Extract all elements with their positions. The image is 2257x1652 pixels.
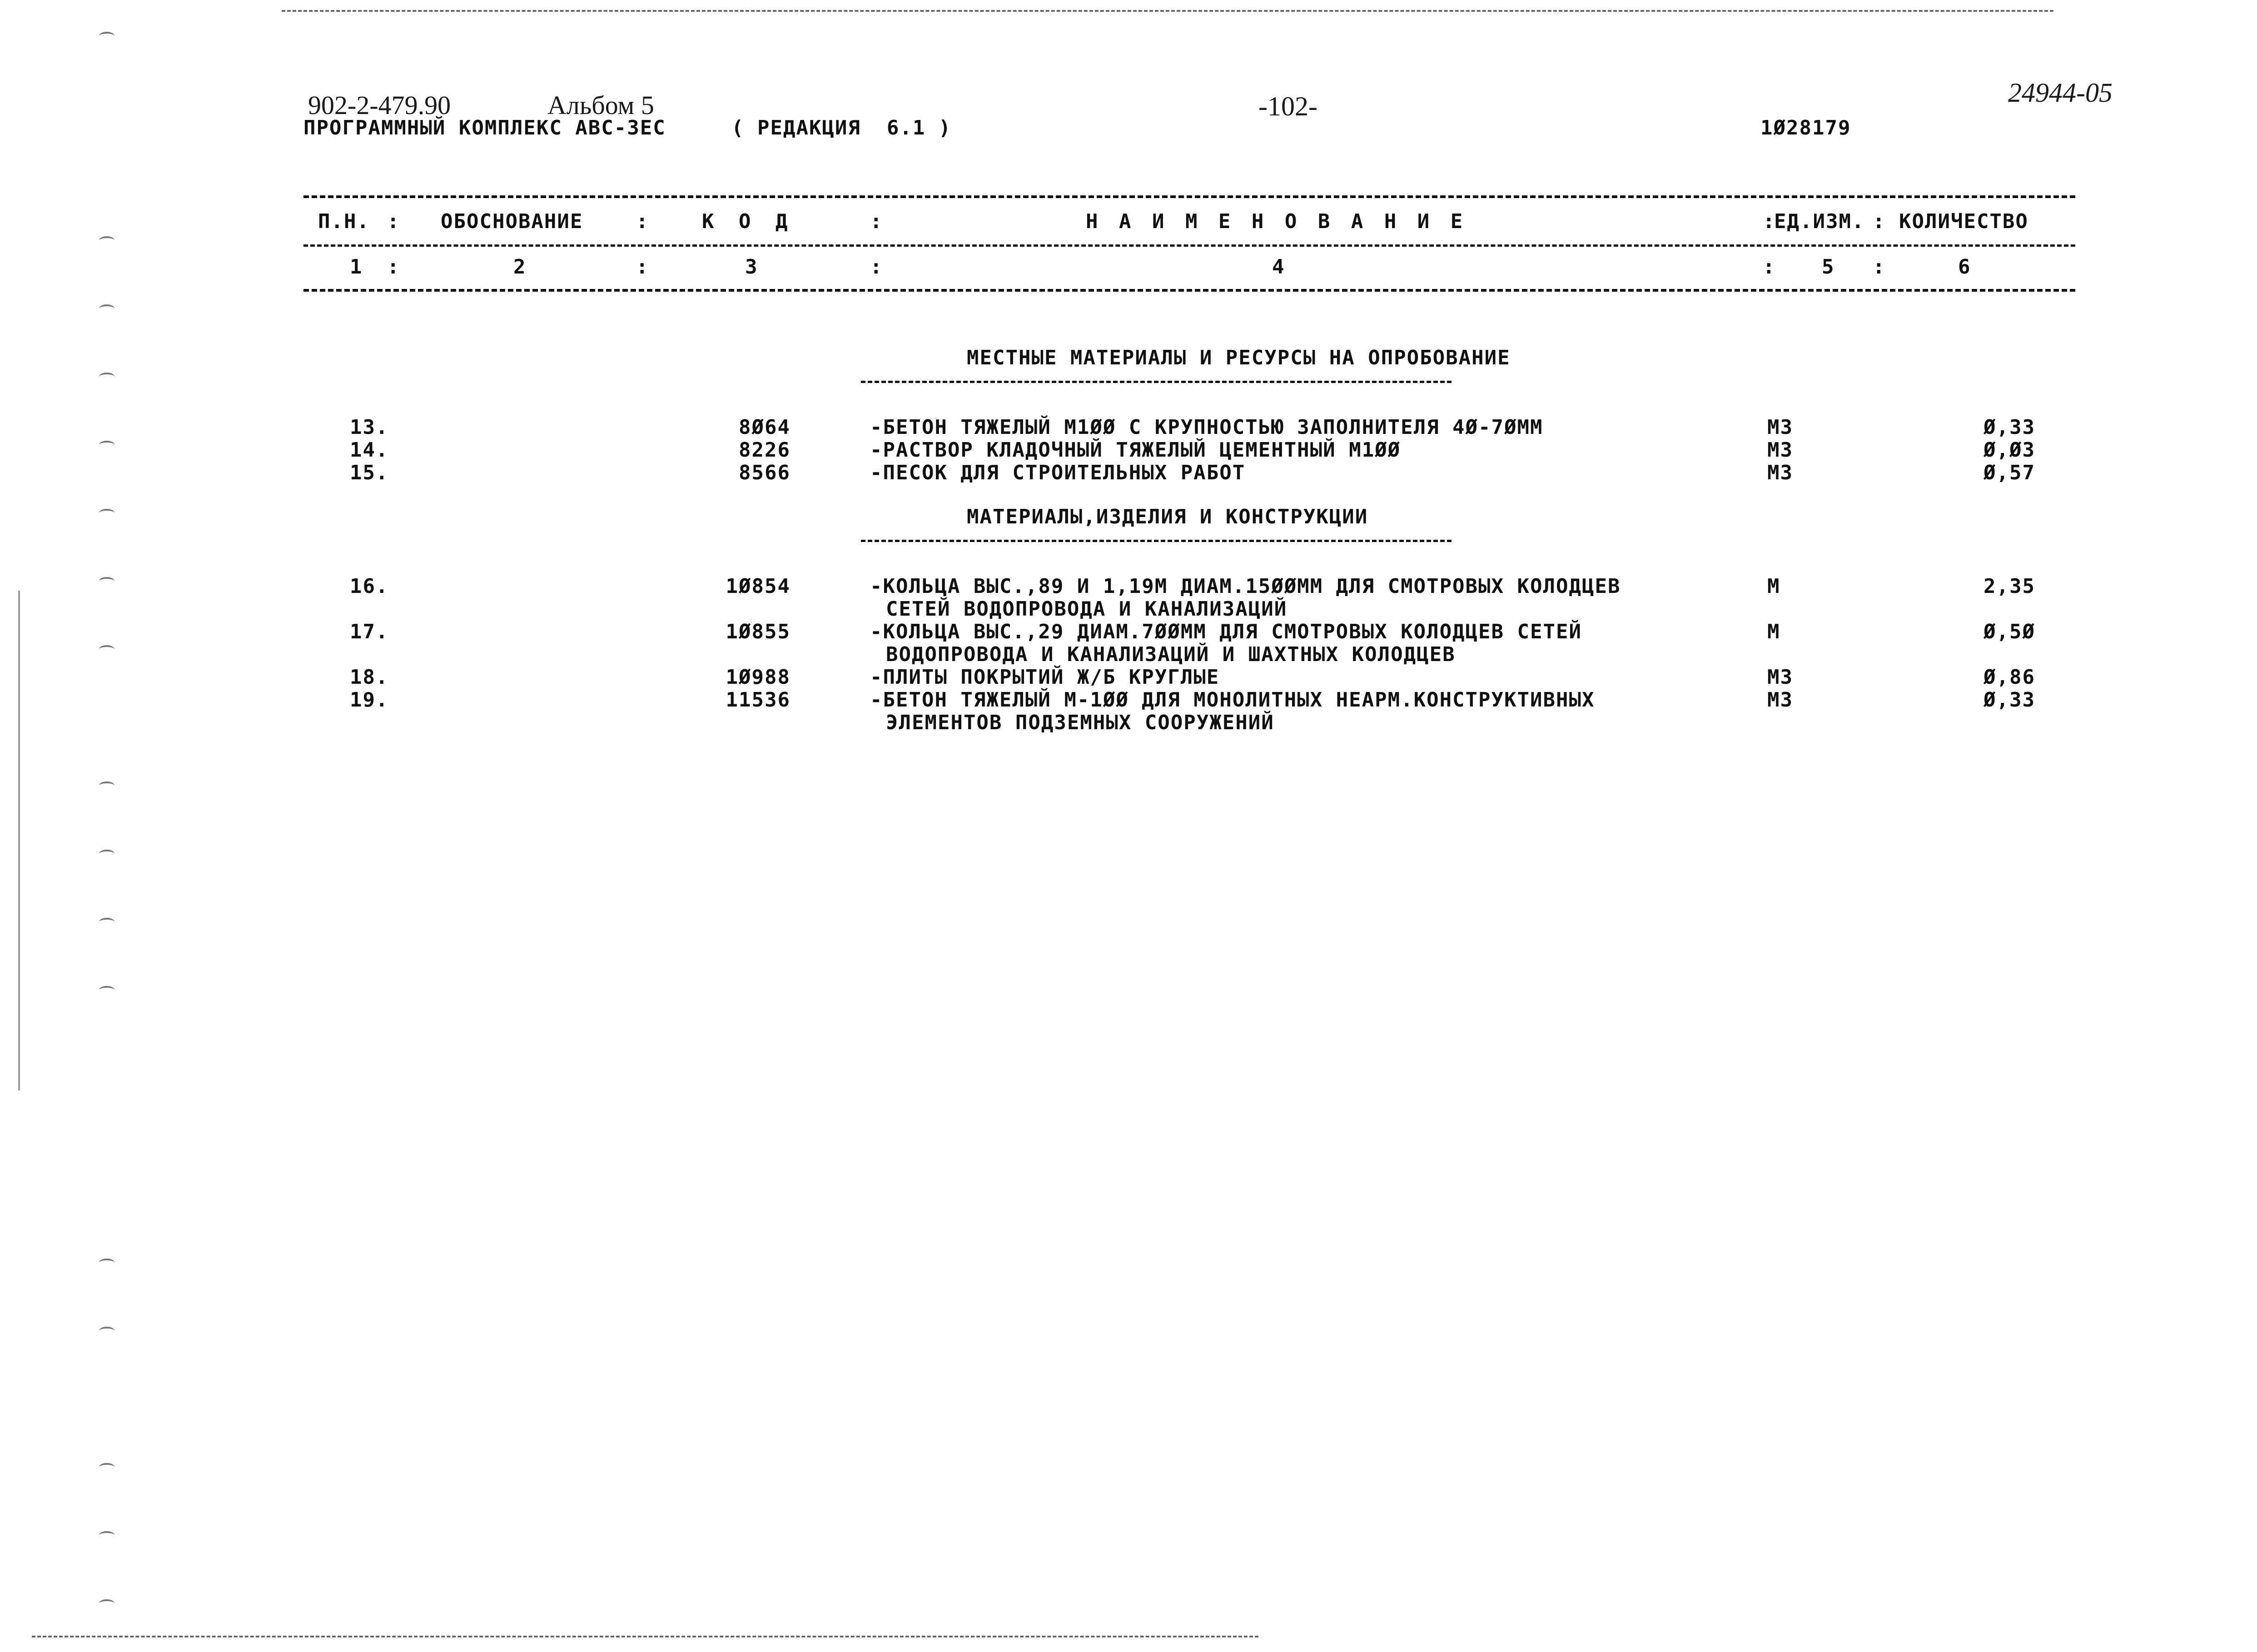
row-code: 8226 — [739, 438, 790, 462]
row-name-line: -БЕТОН ТЯЖЕЛЫЙ М-1ØØ ДЛЯ МОНОЛИТНЫХ НЕАРМ.КОНСТРУКТИВНЫХ — [870, 688, 1595, 712]
row-number: 13. — [350, 416, 389, 439]
col-header-name: Н А И М Е Н О В А Н И Е — [1086, 210, 1467, 233]
row-unit: М — [1767, 620, 1780, 643]
row-number: 17. — [350, 620, 389, 643]
row-name-line: ЭЛЕМЕНТОВ ПОДЗЕМНЫХ СООРУЖЕНИЙ — [886, 711, 1274, 734]
col-number-1: 1 — [350, 255, 363, 279]
col-number-3: 3 — [745, 255, 758, 279]
row-unit: М3 — [1767, 461, 1793, 484]
col-header-pn: П.Н. — [318, 210, 370, 233]
row-quantity: 2,35 — [1984, 575, 2035, 598]
col-separator: : — [870, 210, 883, 233]
section-title: МАТЕРИАЛЫ,ИЗДЕЛИЯ И КОНСТРУКЦИИ — [967, 505, 1368, 528]
col-header-code: К О Д — [702, 210, 794, 233]
row-code: 1Ø854 — [726, 575, 790, 598]
col-separator: : — [870, 255, 883, 279]
row-unit: М3 — [1767, 416, 1793, 439]
row-unit: М — [1767, 575, 1780, 598]
col-separator: : — [1873, 255, 1886, 279]
row-name-line: -КОЛЬЦА ВЫС.,29 ДИАМ.7ØØММ ДЛЯ СМОТРОВЫХ КОЛОДЦЕВ СЕТЕЙ — [870, 620, 1582, 643]
col-header-unit: ЕД.ИЗМ. — [1774, 210, 1865, 233]
col-separator: : — [387, 255, 400, 279]
col-separator: : — [387, 210, 400, 233]
row-code: 8566 — [739, 461, 790, 484]
row-quantity: Ø,86 — [1984, 666, 2035, 689]
section-title-underline — [861, 381, 1452, 383]
row-quantity: Ø,5Ø — [1984, 620, 2035, 643]
row-quantity: Ø,33 — [1984, 688, 2035, 712]
row-name-line: -БЕТОН ТЯЖЕЛЫЙ М1ØØ С КРУПНОСТЬЮ ЗАПОЛНИТЕЛЯ 4Ø-7ØММ — [870, 416, 1543, 439]
col-separator: : — [636, 255, 649, 279]
row-name-line: СЕТЕЙ ВОДОПРОВОДА И КАНАЛИЗАЦИЙ — [886, 597, 1288, 621]
top-feed-line — [282, 10, 2053, 12]
row-number: 18. — [350, 666, 389, 689]
col-number-6: 6 — [1958, 255, 1971, 279]
col-number-5: 5 — [1822, 255, 1835, 279]
archive-number: 24944-05 — [2008, 78, 2113, 108]
row-name-line: -ПЛИТЫ ПОКРЫТИЙ Ж/Б КРУГЛЫЕ — [870, 666, 1220, 689]
row-code: 1Ø855 — [726, 620, 790, 643]
row-number: 15. — [350, 461, 389, 484]
program-name: ПРОГРАММНЫЙ КОМПЛЕКС АВС-3ЕС — [303, 116, 666, 139]
row-name-line: -РАСТВОР КЛАДОЧНЫЙ ТЯЖЕЛЫЙ ЦЕМЕНТНЫЙ М1ØØ — [870, 438, 1401, 462]
row-code: 11536 — [726, 688, 790, 712]
row-name-line: -ПЕСОК ДЛЯ СТРОИТЕЛЬНЫХ РАБОТ — [870, 461, 1246, 484]
col-separator: : — [1763, 255, 1776, 279]
col-header-qty: КОЛИЧЕСТВО — [1899, 210, 2028, 233]
table-rule-bottom — [303, 289, 2075, 292]
col-number-4: 4 — [1272, 255, 1285, 279]
row-quantity: Ø,33 — [1984, 416, 2035, 439]
row-name-line: ВОДОПРОВОДА И КАНАЛИЗАЦИЙ И ШАХТНЫХ КОЛОДЦЕВ — [886, 643, 1456, 666]
page-number: -102- — [1258, 91, 1317, 121]
col-separator: : — [1763, 210, 1776, 233]
row-unit: М3 — [1767, 438, 1793, 462]
document-code: 1Ø28179 — [1760, 116, 1851, 139]
row-quantity: Ø,Ø3 — [1984, 438, 2035, 462]
row-quantity: Ø,57 — [1984, 461, 2035, 484]
album-label: Альбом 5 — [547, 90, 654, 120]
row-unit: М3 — [1767, 688, 1793, 712]
project-number: 902-2-479.90 — [308, 90, 451, 120]
bottom-feed-line — [32, 1636, 1258, 1637]
row-number: 19. — [350, 688, 389, 712]
col-separator: : — [1873, 210, 1886, 233]
row-unit: М3 — [1767, 666, 1793, 689]
table-rule-top — [303, 195, 2075, 198]
row-number: 14. — [350, 438, 389, 462]
col-separator: : — [636, 210, 649, 233]
row-number: 16. — [350, 575, 389, 598]
section-title-underline — [861, 540, 1452, 542]
section-title: МЕСТНЫЕ МАТЕРИАЛЫ И РЕСУРСЫ НА ОПРОБОВАНИЕ — [967, 346, 1511, 369]
row-name-line: -КОЛЬЦА ВЫС.,89 И 1,19М ДИАМ.15ØØММ ДЛЯ СМОТРОВЫХ КОЛОДЦЕВ — [870, 575, 1621, 598]
col-number-2: 2 — [513, 255, 527, 279]
row-code: 8Ø64 — [739, 416, 790, 439]
table-rule-mid — [303, 244, 2075, 247]
edition-label: ( РЕДАКЦИЯ 6.1 ) — [731, 116, 952, 139]
row-code: 1Ø988 — [726, 666, 790, 689]
col-header-basis: ОБОСНОВАНИЕ — [441, 210, 583, 233]
